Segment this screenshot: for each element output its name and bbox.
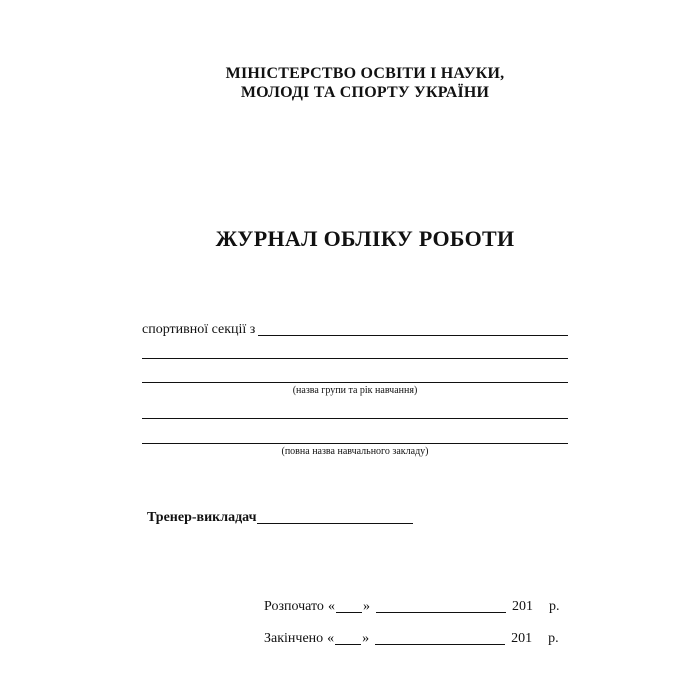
group-caption: (назва групи та рік навчання) — [292, 385, 418, 396]
section-label: спортивної секції з — [142, 322, 256, 337]
group-line[interactable] — [142, 382, 568, 383]
finished-year-prefix: 201 — [511, 631, 533, 646]
section-fill-line[interactable] — [258, 321, 568, 336]
started-month-field[interactable] — [376, 598, 506, 613]
institution-line-2[interactable] — [142, 443, 568, 444]
started-year-suffix: р. — [548, 599, 560, 614]
started-close-quote: » — [362, 599, 370, 614]
started-open-quote: « — [327, 599, 335, 614]
institution-line-1[interactable] — [142, 418, 568, 419]
ministry-header — [150, 64, 580, 102]
finished-month-field[interactable] — [375, 630, 505, 645]
ministry-line-2: МОЛОДІ ТА СПОРТУ УКРАЇНИ — [240, 84, 490, 101]
started-day-field[interactable] — [336, 598, 362, 613]
started-year-prefix: 201 — [511, 599, 533, 614]
ministry-line-1: МІНІСТЕРСТВО ОСВІТИ І НАУКИ, — [225, 65, 505, 82]
finished-open-quote: « — [327, 631, 335, 646]
finished-label: Закінчено — [264, 631, 324, 646]
started-label: Розпочато — [264, 599, 324, 614]
institution-caption: (повна назва навчального закладу) — [281, 446, 429, 457]
trainer-row — [147, 509, 413, 526]
finished-row — [264, 630, 559, 647]
section-row — [142, 321, 568, 338]
started-row — [264, 598, 559, 615]
finished-day-field[interactable] — [335, 630, 361, 645]
finished-year-suffix: р. — [548, 631, 559, 646]
section-line-2[interactable] — [142, 358, 568, 359]
trainer-fill-line[interactable] — [257, 509, 413, 524]
trainer-label: Тренер-викладач — [147, 510, 257, 525]
journal-title: ЖУРНАЛ ОБЛІКУ РОБОТИ — [215, 226, 515, 251]
finished-close-quote: » — [362, 631, 370, 646]
